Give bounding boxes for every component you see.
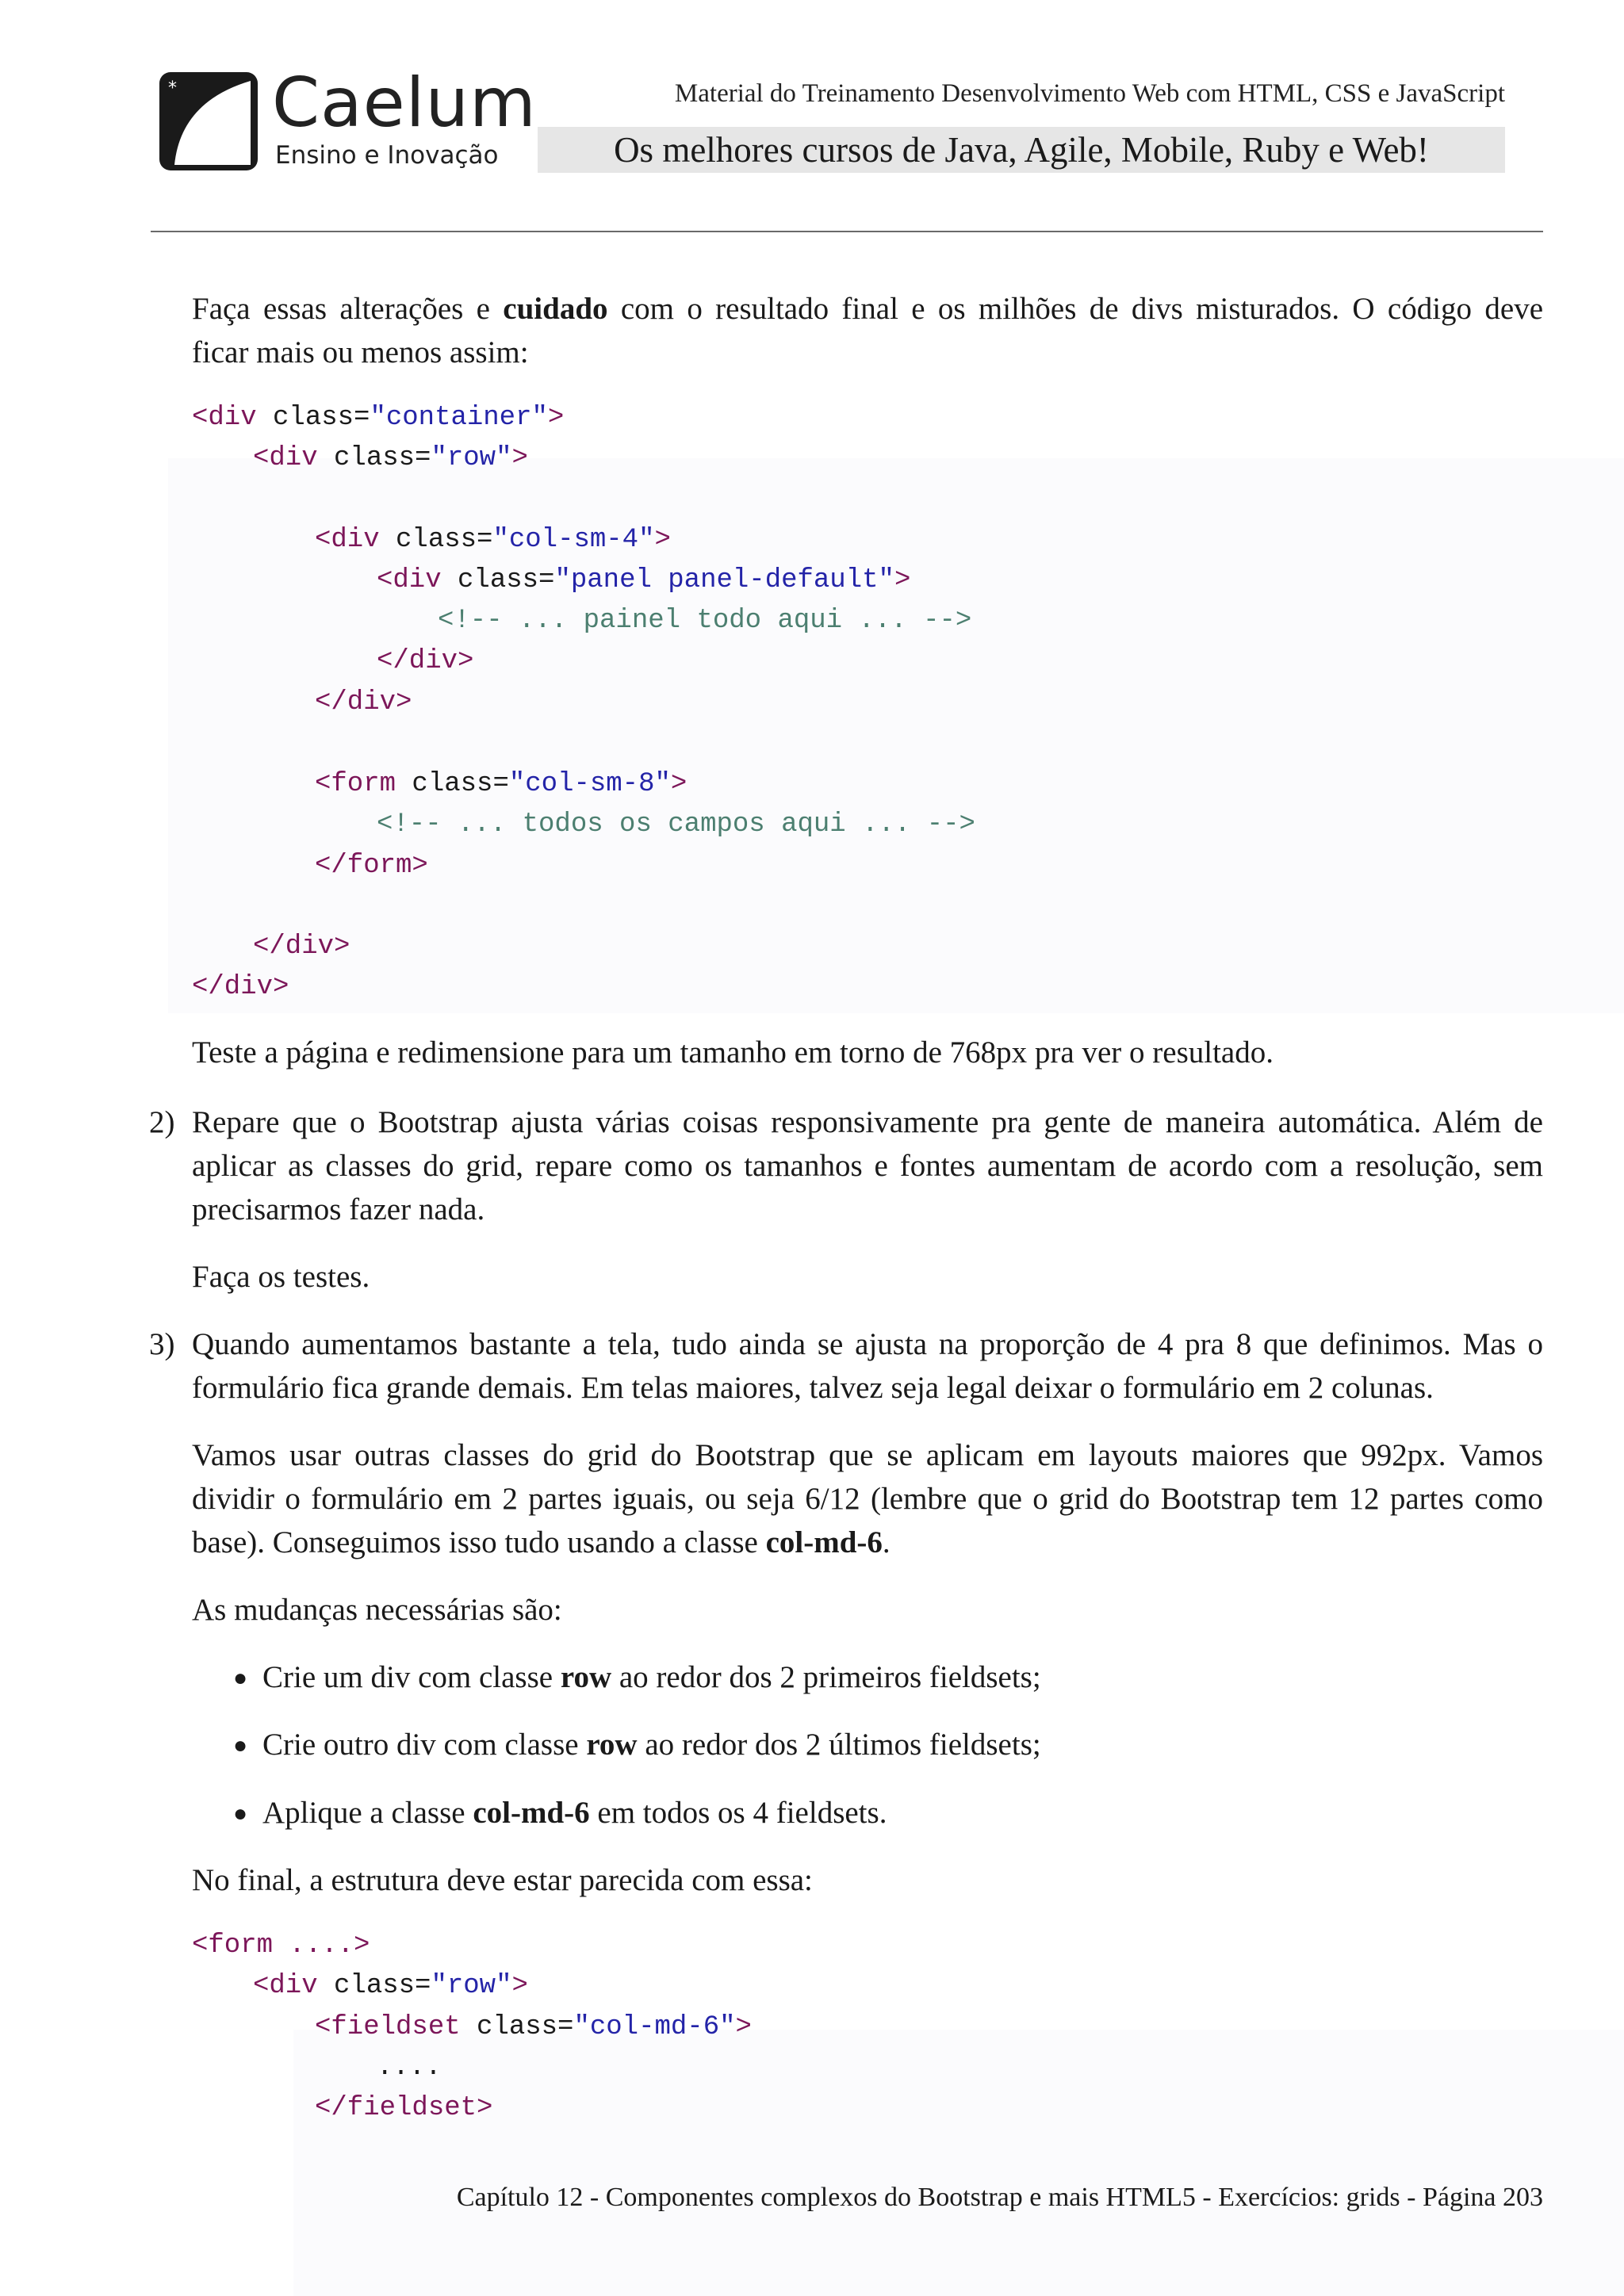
bullet-text: Crie outro div com classe xyxy=(262,1728,587,1762)
intro-line-2: ficar mais ou menos assim: xyxy=(192,335,529,369)
item3-p2-text: base). Conseguimos isso tudo usando a classe xyxy=(192,1525,766,1559)
bullet-icon: ● xyxy=(233,1732,248,1758)
bullet-text: Crie um div com classe xyxy=(262,1660,561,1694)
code-tag: <fieldset xyxy=(315,2012,461,2042)
code-attr: class= xyxy=(317,443,431,473)
code-string: "col-md-6" xyxy=(573,2012,736,2042)
header-divider xyxy=(151,231,1543,232)
bullet-item xyxy=(262,1655,1041,1699)
course-title: Material do Treinamento Desenvolvimento Web com HTML, CSS e JavaScript xyxy=(674,79,1505,108)
header-banner-text: Os melhores cursos de Java, Agile, Mobile, Ruby e Web! xyxy=(614,130,1429,170)
bullet-text: em todos os 4 fieldsets. xyxy=(589,1796,887,1830)
code-line: </div> xyxy=(315,687,412,718)
item2-tests: Faça os testes. xyxy=(192,1260,370,1294)
code-tag: <div xyxy=(315,525,380,555)
page-footer: Capítulo 12 - Componentes complexos do Bootstrap e mais HTML5 - Exercícios: grids - Página 203 xyxy=(456,2183,1543,2212)
code-attr: class= xyxy=(256,403,370,433)
intro-bold-cuidado: cuidado xyxy=(503,292,608,326)
svg-text:*: * xyxy=(168,78,177,98)
code-attr: class= xyxy=(441,565,555,595)
code-string: "row" xyxy=(431,443,512,473)
code-tag: > xyxy=(894,565,911,595)
item3-line-1: Quando aumentamos bastante a tela, tudo ainda se ajusta na proporção de 4 pra 8 que definimos. Mas o xyxy=(192,1327,1543,1361)
code-tag: <div xyxy=(192,403,257,433)
bullet-item xyxy=(262,1791,887,1835)
code-attr: class= xyxy=(460,2012,574,2042)
code-comment: <!-- ... todos os campos aqui ... --> xyxy=(377,809,975,840)
item3-line-2: formulário fica grande demais. Em telas maiores, talvez seja legal deixar o formulário em 2 colunas. xyxy=(192,1371,1434,1405)
code-comment: <!-- ... painel todo aqui ... --> xyxy=(438,606,972,636)
code-line: </div> xyxy=(377,646,474,676)
code-tag: > xyxy=(511,1971,528,2001)
bullet-icon: ● xyxy=(233,1800,248,1827)
code-line xyxy=(253,1966,528,2007)
bullet-text: ao redor dos 2 primeiros fieldsets; xyxy=(611,1660,1041,1694)
intro-text-b: com o resultado final e os milhões de divs misturados. O código deve xyxy=(607,292,1544,326)
code-line: <form ....> xyxy=(192,1931,370,1961)
logo-name: Caelum xyxy=(272,63,537,143)
code-line xyxy=(315,764,687,805)
code-tag: > xyxy=(654,525,671,555)
item3-p2-line-1: Vamos usar outras classes do grid do Bootstrap que se aplicam em layouts maiores que 992px. Vamos xyxy=(192,1438,1543,1472)
code-attr: class= xyxy=(396,769,509,799)
item2-line-3: precisarmos fazer nada. xyxy=(192,1192,485,1226)
code-attr: class= xyxy=(379,525,493,555)
code-line xyxy=(315,2007,752,2048)
item3-p2-line-3 xyxy=(192,1521,891,1564)
code-attr: class= xyxy=(317,1971,431,2001)
code-string: "container" xyxy=(370,403,548,433)
code-line: </fieldset> xyxy=(315,2093,493,2123)
code-line: </div> xyxy=(192,972,289,1002)
code-line xyxy=(253,438,528,479)
bullet-text: Aplique a classe xyxy=(262,1796,473,1830)
bullet-text: ao redor dos 2 últimos fieldsets; xyxy=(637,1728,1041,1762)
code-line xyxy=(377,561,910,601)
bullet-bold: row xyxy=(560,1660,612,1694)
code-line: </form> xyxy=(315,851,428,881)
bullet-bold: col-md-6 xyxy=(473,1796,590,1830)
paragraph-test-page: Teste a página e redimensione para um tamanho em torno de 768px pra ver o resultado. xyxy=(192,1035,1274,1070)
code-tag: > xyxy=(511,443,528,473)
bullet-bold: row xyxy=(586,1728,638,1762)
item3-p2-bold: col-md-6 xyxy=(765,1525,883,1559)
code-line xyxy=(192,398,564,438)
code-block-background xyxy=(293,2030,1624,2296)
code-tag: > xyxy=(670,769,688,799)
item3-p2-period: . xyxy=(882,1525,891,1559)
item2-line-2: aplicar as classes do grid, repare como os tamanhos e fontes aumentam de acordo com a resolução, sem xyxy=(192,1149,1543,1183)
code-tag: <div xyxy=(253,443,318,473)
bullet-icon: ● xyxy=(233,1665,248,1691)
item3-final-intro: No final, a estrutura deve estar parecida com essa: xyxy=(192,1863,813,1897)
code-string: "col-sm-8" xyxy=(508,769,671,799)
code-tag: <div xyxy=(377,565,442,595)
code-string: "panel panel-default" xyxy=(554,565,894,595)
code-tag: > xyxy=(735,2012,752,2042)
code-string: "row" xyxy=(431,1971,512,2001)
list-number-3: 3) xyxy=(149,1327,175,1361)
item2-line-1: Repare que o Bootstrap ajusta várias coisas responsivamente pra gente de maneira automática. Além de xyxy=(192,1105,1543,1139)
code-line xyxy=(315,520,671,561)
code-tag: > xyxy=(547,403,565,433)
intro-line-1 xyxy=(192,287,1543,331)
code-line: </div> xyxy=(253,932,350,962)
list-number-2: 2) xyxy=(149,1105,175,1139)
item3-changes-intro: As mudanças necessárias são: xyxy=(192,1593,562,1627)
code-tag: <form xyxy=(315,769,396,799)
caelum-logo-icon xyxy=(157,70,260,173)
code-tag: <div xyxy=(253,1971,318,2001)
bullet-item xyxy=(262,1723,1041,1766)
intro-text-a: Faça essas alterações e xyxy=(192,292,504,326)
code-string: "col-sm-4" xyxy=(492,525,655,555)
logo-tagline: Ensino e Inovação xyxy=(275,141,499,170)
code-line: .... xyxy=(377,2053,442,2083)
item3-p2-line-2: dividir o formulário em 2 partes iguais, ou seja 6/12 (lembre que o grid do Bootstrap tem 12 partes como xyxy=(192,1482,1543,1516)
